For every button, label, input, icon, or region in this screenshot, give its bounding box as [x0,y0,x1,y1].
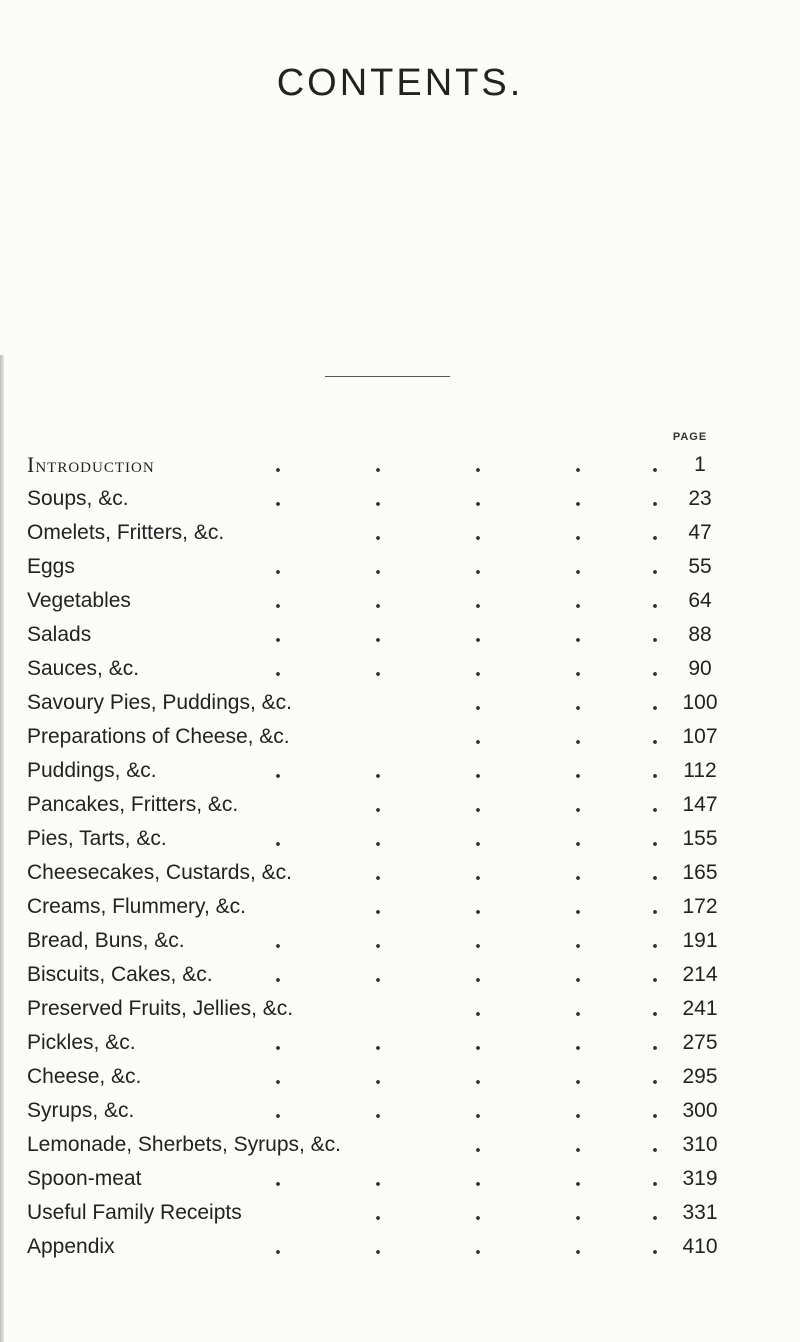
toc-entry-title: Useful Family Receipts [27,1201,242,1224]
toc-entry [27,1026,730,1060]
toc-entry-page: 90 [688,657,712,680]
toc-entry-page: 100 [682,691,718,714]
toc-entry [27,1230,730,1264]
page-edge [0,355,4,1342]
toc-entry-page: 214 [682,963,718,986]
leader-dot: . [575,452,581,478]
dot-leader [257,1162,657,1196]
leader-dot: . [275,962,281,988]
dot-leader [257,1128,657,1162]
leader-dot: . [575,588,581,614]
dot-leader [257,618,657,652]
leader-dot: . [275,826,281,852]
toc-entry-title: Appendix [27,1235,115,1258]
toc-entry-title: Preparations of Cheese, &c. [27,725,290,748]
leader-dot: . [475,962,481,988]
leader-dot: . [575,690,581,716]
toc-entry-title: Sauces, &c. [27,657,140,680]
leader-dot: . [275,554,281,580]
toc-entry-page: 295 [682,1065,718,1088]
leader-dot: . [375,1064,381,1090]
leader-dot: . [652,724,658,750]
toc-entry-page: 147 [682,793,718,816]
leader-dot: . [275,622,281,648]
dot-leader [257,788,657,822]
dot-leader [257,686,657,720]
leader-dot: . [575,996,581,1022]
leader-dot: . [575,928,581,954]
toc-entry [27,822,730,856]
toc-entry [27,686,730,720]
toc-entry [27,958,730,992]
leader-dot: . [375,1166,381,1192]
toc-entry-page: 64 [688,589,712,612]
leader-dot: . [575,554,581,580]
toc-entry-title: Pancakes, Fritters, &c. [27,793,239,816]
leader-dot: . [575,894,581,920]
dot-leader [257,958,657,992]
dot-leader [257,754,657,788]
leader-dot: . [475,928,481,954]
toc-entry [27,788,730,822]
leader-dot: . [652,452,658,478]
toc-entry [27,550,730,584]
leader-dot: . [652,588,658,614]
leader-dot: . [275,928,281,954]
dot-leader [257,1196,657,1230]
dot-leader [257,1230,657,1264]
leader-dot: . [475,1166,481,1192]
toc-entry-title: Lemonade, Sherbets, Syrups, &c. [27,1133,342,1156]
toc-entry-page: 155 [682,827,718,850]
leader-dot: . [275,452,281,478]
leader-dot: . [652,826,658,852]
toc-entry-title: Savoury Pies, Puddings, &c. [27,691,292,714]
leader-dot: . [475,1064,481,1090]
leader-dot: . [575,758,581,784]
toc-entry-title: Bread, Buns, &c. [27,929,185,952]
leader-dot: . [475,1200,481,1226]
leader-dot: . [375,656,381,682]
toc-entry-page: 165 [682,861,718,884]
leader-dot: . [475,452,481,478]
leader-dot: . [652,928,658,954]
leader-dot: . [652,1132,658,1158]
toc-entry-title: Spoon-meat [27,1167,142,1190]
dot-leader [257,924,657,958]
leader-dot: . [652,1064,658,1090]
leader-dot: . [475,860,481,886]
leader-dot: . [475,894,481,920]
leader-dot: . [375,1098,381,1124]
toc-entry-page: 331 [682,1201,718,1224]
leader-dot: . [375,554,381,580]
toc-entry [27,516,730,550]
dot-leader [257,720,657,754]
dot-leader [257,482,657,516]
leader-dot: . [652,758,658,784]
toc-entry-title: Eggs [27,555,75,578]
dot-leader [257,550,657,584]
leader-dot: . [475,792,481,818]
toc-entry-page: 410 [682,1235,718,1258]
leader-dot: . [275,1064,281,1090]
leader-dot: . [475,1030,481,1056]
toc-entry-title: Biscuits, Cakes, &c. [27,963,213,986]
leader-dot: . [652,962,658,988]
title-divider [325,376,450,377]
leader-dot: . [575,826,581,852]
toc-entry-title: Cheese, &c. [27,1065,142,1088]
leader-dot: . [475,486,481,512]
leader-dot: . [375,758,381,784]
leader-dot: . [575,1064,581,1090]
leader-dot: . [652,1166,658,1192]
dot-leader [257,584,657,618]
dot-leader [257,890,657,924]
dot-leader [257,1060,657,1094]
leader-dot: . [375,622,381,648]
leader-dot: . [375,962,381,988]
leader-dot: . [475,622,481,648]
toc-entry [27,1162,730,1196]
toc-entry [27,1060,730,1094]
leader-dot: . [375,1234,381,1260]
toc-entry-page: 275 [682,1031,718,1054]
leader-dot: . [275,1030,281,1056]
toc-entry-page: 300 [682,1099,718,1122]
leader-dot: . [475,690,481,716]
leader-dot: . [652,860,658,886]
leader-dot: . [652,622,658,648]
dot-leader [257,822,657,856]
leader-dot: . [575,656,581,682]
toc-entry [27,482,730,516]
toc-entry [27,448,730,482]
toc-entry [27,584,730,618]
toc-entry-page: 55 [688,555,712,578]
leader-dot: . [575,962,581,988]
leader-dot: . [575,622,581,648]
page-title: CONTENTS. [276,62,524,104]
leader-dot: . [575,792,581,818]
toc-entry-title: Preserved Fruits, Jellies, &c. [27,997,294,1020]
leader-dot: . [652,690,658,716]
leader-dot: . [275,1166,281,1192]
leader-dot: . [475,826,481,852]
leader-dot: . [652,996,658,1022]
toc-entry-page: 191 [682,929,718,952]
toc-entry-title: Syrups, &c. [27,1099,135,1122]
table-of-contents [27,448,730,1264]
leader-dot: . [475,588,481,614]
leader-dot: . [575,1166,581,1192]
leader-dot: . [375,486,381,512]
leader-dot: . [375,588,381,614]
leader-dot: . [375,928,381,954]
leader-dot: . [652,1200,658,1226]
leader-dot: . [575,520,581,546]
toc-entry [27,652,730,686]
leader-dot: . [652,656,658,682]
leader-dot: . [475,520,481,546]
toc-entry [27,924,730,958]
toc-entry-title: Salads [27,623,92,646]
leader-dot: . [275,1098,281,1124]
toc-entry [27,1128,730,1162]
leader-dot: . [652,1234,658,1260]
toc-entry-page: 310 [682,1133,718,1156]
toc-entry-page: 47 [688,521,712,544]
leader-dot: . [475,758,481,784]
leader-dot: . [375,1030,381,1056]
leader-dot: . [652,554,658,580]
dot-leader [257,856,657,890]
leader-dot: . [375,860,381,886]
toc-entry-page: 88 [688,623,712,646]
leader-dot: . [652,520,658,546]
leader-dot: . [575,1200,581,1226]
leader-dot: . [475,724,481,750]
leader-dot: . [375,826,381,852]
leader-dot: . [375,452,381,478]
dot-leader [257,1026,657,1060]
leader-dot: . [375,520,381,546]
leader-dot: . [375,894,381,920]
page-column-header: PAGE [672,431,708,443]
leader-dot: . [375,1200,381,1226]
leader-dot: . [652,792,658,818]
leader-dot: . [475,554,481,580]
leader-dot: . [652,1030,658,1056]
dot-leader [257,448,657,482]
toc-entry [27,992,730,1026]
leader-dot: . [575,486,581,512]
leader-dot: . [275,486,281,512]
leader-dot: . [575,1132,581,1158]
leader-dot: . [275,588,281,614]
dot-leader [257,1094,657,1128]
toc-entry [27,856,730,890]
leader-dot: . [475,996,481,1022]
toc-entry [27,754,730,788]
toc-entry-title: Introduction [27,452,155,477]
toc-entry-title: Puddings, &c. [27,759,157,782]
toc-entry-title: Omelets, Fritters, &c. [27,521,225,544]
toc-entry-page: 172 [682,895,718,918]
leader-dot: . [652,894,658,920]
toc-entry-title: Pies, Tarts, &c. [27,827,167,850]
leader-dot: . [575,1234,581,1260]
toc-entry-title: Creams, Flummery, &c. [27,895,246,918]
dot-leader [257,652,657,686]
leader-dot: . [475,656,481,682]
leader-dot: . [575,1030,581,1056]
leader-dot: . [575,724,581,750]
leader-dot: . [652,1098,658,1124]
leader-dot: . [275,656,281,682]
dot-leader [257,992,657,1026]
toc-entry [27,1094,730,1128]
toc-entry-page: 319 [682,1167,718,1190]
leader-dot: . [275,1234,281,1260]
leader-dot: . [375,792,381,818]
toc-entry [27,1196,730,1230]
toc-entry-title: Soups, &c. [27,487,129,510]
leader-dot: . [475,1098,481,1124]
toc-entry [27,618,730,652]
leader-dot: . [652,486,658,512]
toc-entry [27,720,730,754]
leader-dot: . [475,1234,481,1260]
toc-entry-page: 241 [682,997,718,1020]
toc-entry-page: 112 [683,759,717,782]
leader-dot: . [575,1098,581,1124]
leader-dot: . [575,860,581,886]
leader-dot: . [275,758,281,784]
dot-leader [257,516,657,550]
toc-entry-page: 1 [694,453,706,476]
toc-entry-page: 23 [688,487,712,510]
leader-dot: . [475,1132,481,1158]
toc-entry-page: 107 [682,725,718,748]
toc-entry-title: Vegetables [27,589,131,612]
toc-entry-title: Pickles, &c. [27,1031,136,1054]
toc-entry-title: Cheesecakes, Custards, &c. [27,861,292,884]
toc-entry [27,890,730,924]
